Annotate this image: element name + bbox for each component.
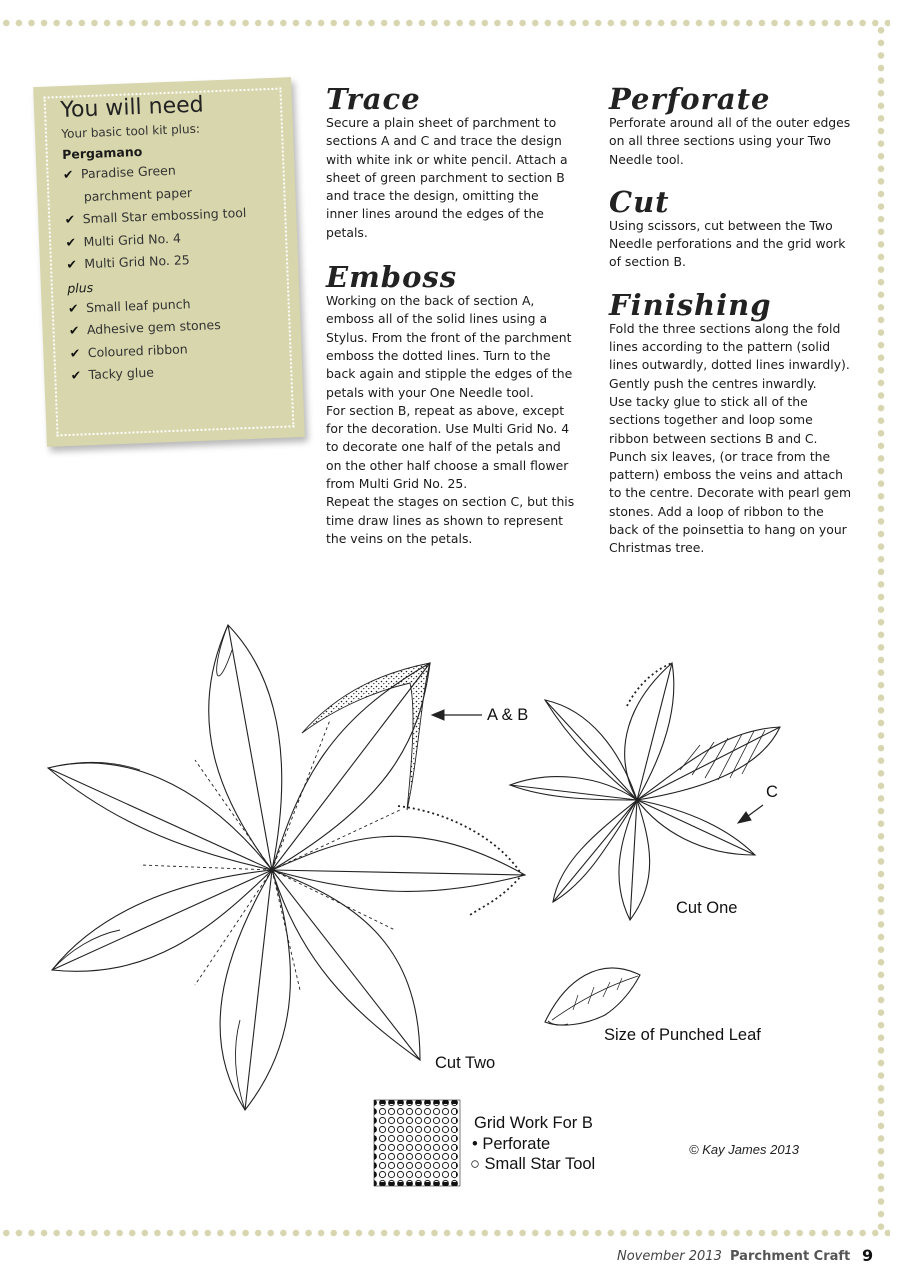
checkmark-icon: ✔ — [62, 166, 74, 182]
fold-lines — [140, 720, 400, 990]
label-a-b: A & B — [487, 706, 529, 724]
trace-text: Secure a plain sheet of parchment to sections A and C and trace the design with white ink or white pencil. Attach a sheet of green parchment to section B and trace the design, omitting the inner lines around the edges of the petals. — [326, 115, 568, 240]
grid-work-legend — [374, 1100, 460, 1186]
emboss-text: Working on the back of section A, emboss all of the solid lines using a Stylus. From the front of the parchment emboss the dotted lines. Turn to the back again and stipple the edges of the petals with your One Needle tool. For section B, repeat as above, except for the decoration. Use Multi Grid No. 4 to decorate one half of the petals and on the other half choose a small flower from Multi Grid No. 25. Repeat the stages on section C, but this time draw lines as shown to represent the veins on the petals. — [326, 293, 575, 546]
petal-vein — [48, 768, 272, 870]
perforate-heading: Perforate — [609, 82, 771, 116]
trace-heading: Trace — [326, 82, 421, 116]
kit-item-text: Coloured ribbon — [87, 340, 188, 360]
finishing-text: Fold the three sections along the fold lines according to the pattern (solid lines outwardly, dotted lines inwardly). Gently push the centres inwardly. Use tacky glue to stick all of the sections together and loop some ribbon between sections B and C. Punch six leaves, (or trace from the pattern) emboss the veins and attach to the centre. Decorate with pearl gem stones. Add a loop of ribbon to the back of the poinsettia to hang on your Christmas tree. — [609, 320, 852, 556]
petal-vein — [553, 800, 637, 902]
petal-vein — [637, 800, 755, 855]
arrow-c — [738, 805, 763, 823]
leaf-veins-c — [680, 730, 765, 780]
cut-text: Using scissors, cut between the Two Needle perforations and the grid work of section B. — [609, 217, 846, 270]
card-subtitle: Your basic tool kit plus: — [61, 121, 201, 141]
perforate-text: Perforate around all of the outer edges on all three sections using your Two Needle tool. — [609, 115, 851, 167]
petal-vein — [630, 800, 637, 920]
checkmark-icon: ✔ — [66, 256, 78, 272]
card-section-pergamano: Pergamano — [61, 143, 143, 162]
kit-item-text: parchment paper — [83, 184, 193, 204]
checkmark-icon: ✔ — [70, 367, 82, 383]
petal — [619, 800, 650, 920]
perforation-line — [398, 806, 522, 915]
petal — [48, 763, 272, 870]
label-cut-one: Cut One — [676, 899, 738, 917]
grid-perforate-label: • Perforate — [472, 1135, 551, 1153]
kit-item-text: Small Star embossing tool — [82, 204, 247, 227]
copyright: © Kay James 2013 — [689, 1142, 800, 1157]
label-cut-two: Cut Two — [435, 1054, 496, 1072]
grid-work-title: Grid Work For B — [474, 1114, 593, 1132]
petal-vein — [52, 870, 272, 970]
kit-item-text: Adhesive gem stones — [86, 317, 221, 338]
large-flower-outline — [48, 625, 525, 1110]
page-number: 9 — [862, 1246, 874, 1265]
finishing-heading: Finishing — [609, 287, 772, 322]
arrow-ab — [432, 710, 482, 720]
grid-star-block — [378, 1104, 456, 1182]
label-punched-leaf: Size of Punched Leaf — [604, 1026, 761, 1044]
label-c: C — [766, 783, 778, 801]
checkmark-icon: ✔ — [65, 233, 77, 250]
checkmark-icon: ✔ — [67, 299, 79, 316]
kit-item-text: Multi Grid No. 4 — [83, 229, 182, 249]
cut-heading: Cut — [609, 184, 670, 219]
petal — [272, 836, 525, 891]
kit-item-text: Small leaf punch — [85, 295, 191, 315]
kit-item-text: Tacky glue — [88, 364, 155, 383]
checkmark-icon: ✔ — [69, 344, 81, 361]
card-title: You will need — [60, 92, 205, 123]
grid-star-label: ○ Small Star Tool — [470, 1155, 596, 1173]
petal-vein — [272, 870, 525, 875]
petal-vein — [228, 625, 272, 870]
card-plus-label: plus — [67, 279, 94, 296]
emboss-heading: Emboss — [326, 260, 458, 295]
petal — [220, 870, 290, 1110]
small-flower-outline — [510, 663, 780, 920]
kit-item-text: Paradise Green — [80, 162, 177, 182]
footer-date: November 2013 — [617, 1249, 722, 1264]
petal-vein — [545, 700, 637, 800]
footer-magazine: Parchment Craft — [730, 1249, 851, 1264]
checkmark-icon: ✔ — [64, 211, 76, 227]
petal — [209, 625, 282, 870]
punched-leaf — [545, 968, 640, 1025]
petal-vein — [637, 727, 780, 800]
kit-item-text: Multi Grid No. 25 — [84, 252, 190, 272]
checkmark-icon: ✔ — [68, 322, 80, 338]
